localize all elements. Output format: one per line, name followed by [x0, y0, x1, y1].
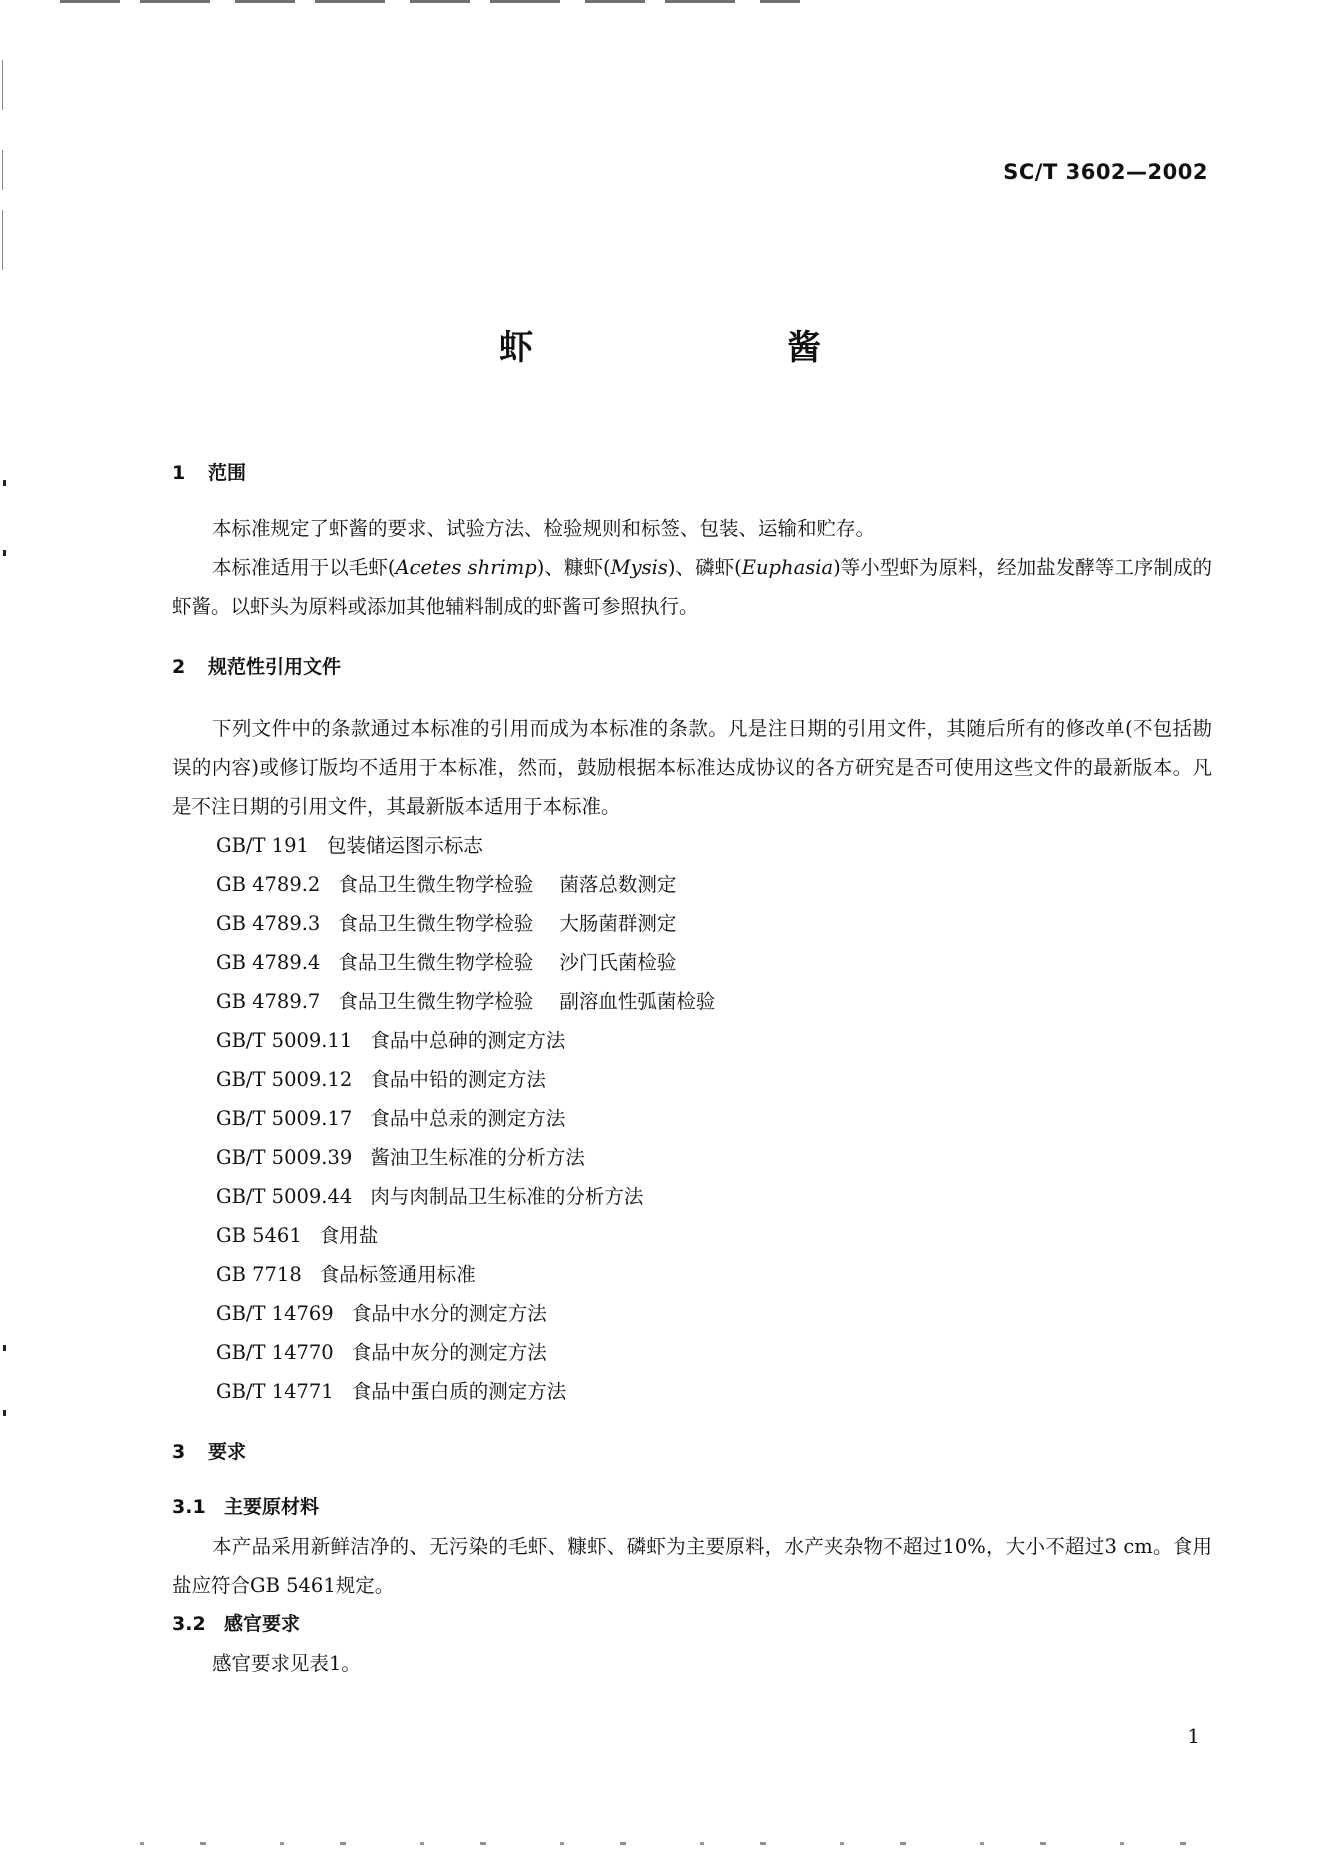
subsection-number: 3.1	[172, 1496, 206, 1518]
section-title: 范围	[208, 462, 247, 484]
reference-item	[216, 904, 1212, 943]
reference-title: 食品中总砷的测定方法	[370, 1029, 566, 1052]
reference-title: 食品卫生微生物学检验	[338, 990, 534, 1013]
scan-margin-mark	[3, 1345, 6, 1351]
paragraph: 本产品采用新鲜洁净的、无污染的毛虾、糠虾、磷虾为主要原料，水产夹杂物不超过10%，大小不超过3 cm。食用盐应符合GB 5461规定。	[172, 1535, 1212, 1597]
reference-code: GB/T 5009.17	[216, 1107, 353, 1130]
section-heading-2	[172, 648, 1212, 687]
scan-margin-mark	[3, 1410, 6, 1416]
paragraph: 本标准规定了虾酱的要求、试验方法、检验规则和标签、包装、运输和贮存。	[212, 517, 876, 540]
reference-item	[216, 1333, 1212, 1372]
reference-code: GB/T 5009.39	[216, 1146, 353, 1169]
reference-list	[172, 826, 1212, 1411]
reference-subtitle: 大肠菌群测定	[559, 912, 677, 935]
reference-item	[216, 1372, 1212, 1411]
section-title: 规范性引用文件	[208, 656, 342, 678]
reference-code: GB/T 5009.12	[216, 1068, 353, 1091]
reference-code: GB 4789.3	[216, 912, 321, 935]
paragraph: 感官要求见表1。	[212, 1652, 361, 1675]
reference-code: GB 4789.7	[216, 990, 321, 1013]
reference-title: 食品中蛋白质的测定方法	[351, 1380, 567, 1403]
paragraph: 下列文件中的条款通过本标准的引用而成为本标准的条款。凡是注日期的引用文件，其随后所有的修改单(不包括勘误的内容)或修订版均不适用于本标准，然而，鼓励根据本标准达成协议的各方研究是否可使用这些文件的最新版本。凡是不注日期的引用文件，其最新版本适用于本标准。	[172, 717, 1212, 818]
scan-margin-mark	[3, 550, 6, 556]
reference-title: 食品标签通用标准	[319, 1263, 476, 1286]
paragraph: 本标准适用于以毛虾(Acetes shrimp)、糠虾(Mysis)、磷虾(Euphasia)等小型虾为原料，经加盐发酵等工序制成的虾酱。以虾头为原料或添加其他辅料制成的虾酱可参照执行。	[172, 556, 1213, 618]
latin-name: Mysis	[610, 556, 668, 579]
document-title: 虾 酱	[499, 328, 931, 368]
reference-code: GB/T 14769	[216, 1302, 334, 1325]
reference-code: GB 5461	[216, 1224, 302, 1247]
reference-item	[216, 1255, 1212, 1294]
reference-code: GB/T 14771	[216, 1380, 334, 1403]
reference-title: 食品卫生微生物学检验	[338, 951, 534, 974]
section-title: 要求	[208, 1441, 247, 1463]
reference-item	[216, 1177, 1212, 1216]
reference-code: GB/T 5009.11	[216, 1029, 353, 1052]
reference-title: 食品中水分的测定方法	[351, 1302, 547, 1325]
document-body	[172, 454, 1212, 1683]
reference-title: 包装储运图示标志	[326, 834, 483, 857]
scan-edge-bottom	[140, 1842, 1240, 1845]
reference-item	[216, 826, 1212, 865]
reference-item	[216, 1099, 1212, 1138]
subsection-number: 3.2	[172, 1613, 206, 1635]
reference-title: 食品中总汞的测定方法	[370, 1107, 566, 1130]
reference-code: GB 7718	[216, 1263, 302, 1286]
reference-title: 酱油卫生标准的分析方法	[370, 1146, 585, 1169]
scan-margin-line	[2, 150, 3, 190]
scan-margin-line	[2, 210, 3, 270]
reference-item	[216, 982, 1212, 1021]
scan-edge-top	[60, 0, 800, 3]
scan-margin-mark	[3, 480, 6, 486]
reference-item	[216, 1294, 1212, 1333]
subsection-title: 感官要求	[224, 1613, 301, 1635]
latin-name: Acetes shrimp	[395, 556, 537, 579]
reference-code: GB 4789.2	[216, 873, 321, 896]
section-number: 2	[172, 656, 186, 678]
section-number: 1	[172, 462, 186, 484]
reference-subtitle: 菌落总数测定	[559, 873, 677, 896]
reference-item	[216, 1216, 1212, 1255]
reference-item	[216, 865, 1212, 904]
standard-number: SC/T 3602—2002	[1003, 160, 1208, 184]
subsection-heading-3-1	[172, 1488, 1212, 1527]
reference-title: 食品卫生微生物学检验	[338, 873, 534, 896]
latin-name: Euphasia	[741, 556, 834, 579]
reference-code: GB/T 5009.44	[216, 1185, 353, 1208]
section-heading-1	[172, 454, 1212, 493]
section-number: 3	[172, 1441, 186, 1463]
page-number: 1	[1187, 1724, 1200, 1748]
scan-margin-line	[2, 60, 3, 110]
reference-subtitle: 副溶血性弧菌检验	[559, 990, 716, 1013]
reference-code: GB/T 14770	[216, 1341, 334, 1364]
reference-title: 食用盐	[319, 1224, 379, 1247]
subsection-title: 主要原材料	[224, 1496, 320, 1518]
reference-title: 食品卫生微生物学检验	[338, 912, 534, 935]
reference-item	[216, 1021, 1212, 1060]
reference-title: 食品中灰分的测定方法	[351, 1341, 547, 1364]
reference-item	[216, 1138, 1212, 1177]
reference-title: 食品中铅的测定方法	[370, 1068, 546, 1091]
subsection-heading-3-2	[172, 1605, 1212, 1644]
reference-code: GB 4789.4	[216, 951, 321, 974]
reference-subtitle: 沙门氏菌检验	[559, 951, 677, 974]
section-heading-3	[172, 1433, 1212, 1472]
reference-item	[216, 1060, 1212, 1099]
reference-title: 肉与肉制品卫生标准的分析方法	[370, 1185, 644, 1208]
reference-code: GB/T 191	[216, 834, 309, 857]
reference-item	[216, 943, 1212, 982]
